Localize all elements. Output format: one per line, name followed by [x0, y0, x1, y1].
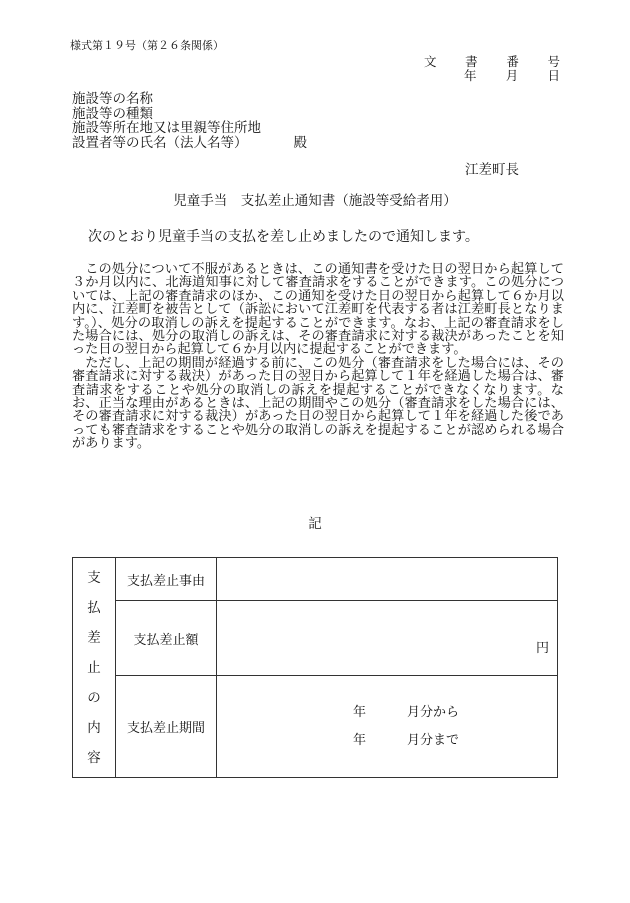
doc-number-char: 番 — [506, 54, 519, 69]
paragraph: この処分について不服があるときは、この通知書を受けた日の翌日から起算して３か月以内に、北海道知事に対して審査請求をすることができます。この処分については、上記の審査請求のほか、この通知を受けた日の翌日から起算して６か月以内に、江差町を被告として（訴訟において江差町を代表する者は江差町長となります。）、処分の取消しの訴えを提起することができます。なお、上記の審査請求をした場合には、処分の取消しの訴えは、その審査請求に対する裁決があったことを知った日の翌日から起算して６か月以内に提起することができます。 — [72, 262, 564, 358]
issuer: 江差町長 — [465, 162, 519, 178]
date-line — [464, 66, 560, 84]
facility-location-label: 施設等所在地又は里親等住所地 — [72, 120, 261, 136]
date-month: 月 — [505, 68, 519, 83]
reason-value — [217, 558, 558, 601]
form-number: 様式第１９号（第２６条関係） — [70, 39, 224, 52]
amount-value — [217, 601, 558, 676]
paragraph: ただし、上記の期間が経過する前に、この処分（審査請求をした場合には、その審査請求に対する裁決）があった日の翌日から起算して１年を経過した場合は、審査請求をすることや処分の取消しの訴えを提起することができなくなります。なお、正当な理由があるときは、上記の期間やこの処分（審査請求をした場合には、その審査請求に対する裁決）があった日の翌日から起算して１年を経過した後であっても審査請求をすることや処分の取消しの訴えを提起することが認められる場合があります。 — [72, 355, 564, 452]
period-to-year: 年 — [353, 732, 367, 748]
honorific: 殿 — [293, 134, 307, 151]
document-title: 児童手当 支払差止通知書（施設等受給者用） — [173, 193, 457, 209]
period-label: 支払差止期間 — [116, 676, 217, 778]
vertical-header-char: 支 — [87, 569, 101, 586]
period-to — [353, 727, 557, 755]
vertical-header-char: 容 — [87, 749, 101, 766]
doc-number-char: 号 — [547, 54, 560, 69]
vertical-header-char: 止 — [87, 659, 101, 676]
date-year: 年 — [464, 68, 477, 83]
ki-heading: 記 — [308, 516, 322, 532]
amount-label: 支払差止額 — [116, 601, 217, 676]
vertical-header-char: 内 — [87, 719, 101, 736]
appeal-notice — [72, 263, 564, 451]
reason-label: 支払差止事由 — [116, 558, 217, 601]
period-value — [217, 676, 558, 778]
yen-unit: 円 — [535, 641, 549, 656]
intro-text: 次のとおり児童手当の支払を差し止めましたので通知します。 — [88, 229, 479, 245]
facility-type-label: 施設等の種類 — [72, 105, 153, 122]
facility-name-label: 施設等の名称 — [72, 91, 153, 107]
period-from-year: 年 — [353, 704, 367, 720]
date-day: 日 — [547, 68, 560, 83]
doc-number-char: 書 — [465, 54, 478, 69]
founder-name-line — [72, 136, 307, 151]
vertical-header-char: 払 — [87, 599, 101, 616]
details-table — [72, 557, 558, 778]
founder-name-label: 設置者等の氏名（法人名等） — [72, 134, 248, 151]
period-to-month: 月分まで — [407, 732, 460, 748]
vertical-header — [73, 558, 116, 778]
doc-number-char: 文 — [424, 54, 437, 69]
vertical-header-char: 差 — [87, 629, 101, 646]
period-from — [353, 699, 557, 727]
addressee-block — [72, 92, 307, 150]
period-from-month: 月分から — [407, 704, 460, 720]
vertical-header-char: の — [87, 689, 101, 706]
